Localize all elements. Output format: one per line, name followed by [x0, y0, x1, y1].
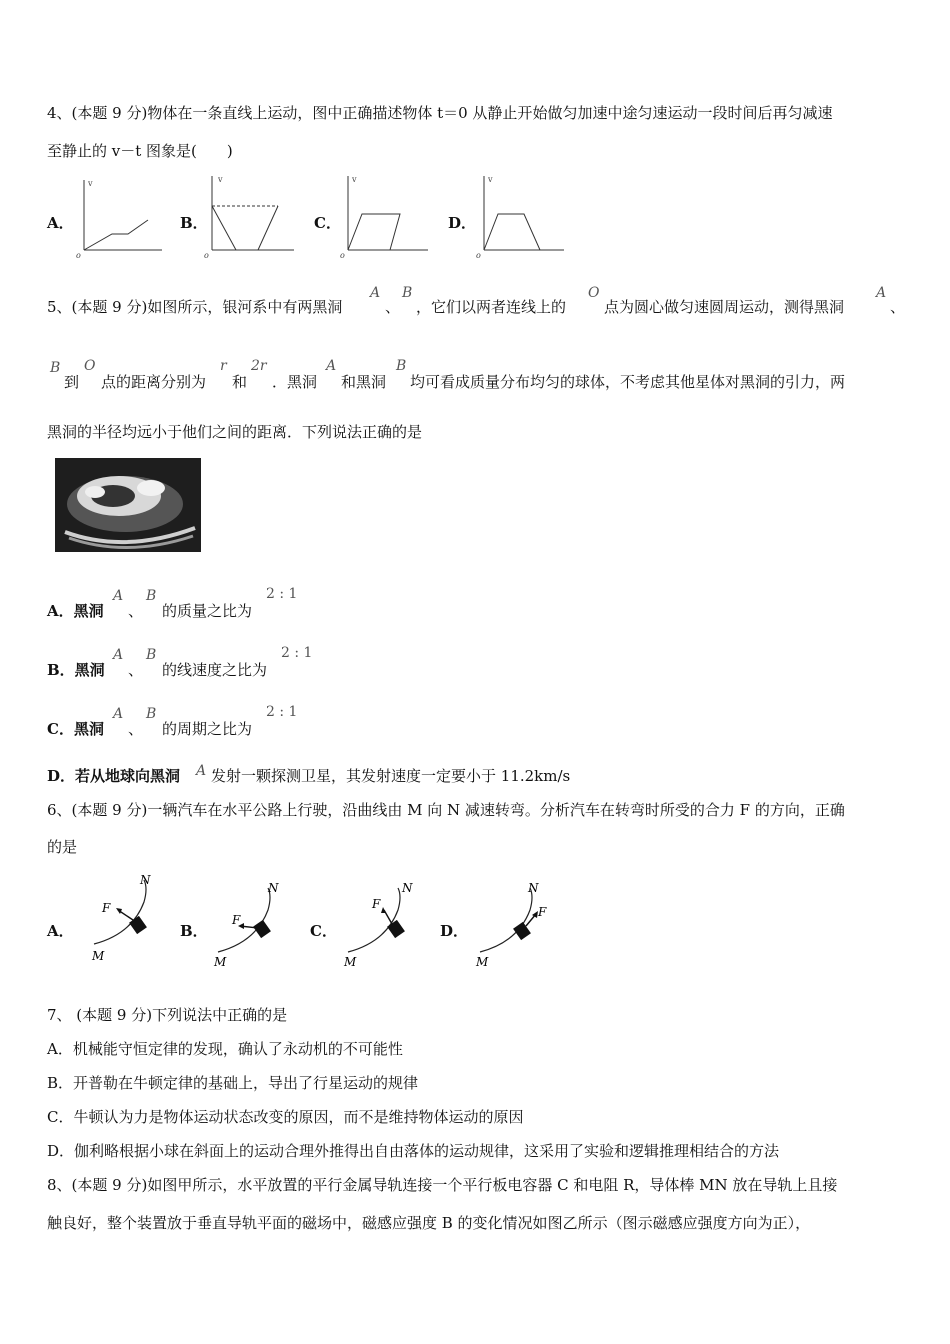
q5-sym-b: B — [402, 285, 413, 301]
q5-option-c-sym-a: A — [113, 706, 124, 722]
q5-stem-1b: ，它们以两者连线上的 — [416, 298, 567, 316]
q5-sym-r: r — [220, 358, 227, 374]
q5-sym-a: A — [370, 285, 381, 301]
q6-option-b[interactable]: B． — [180, 922, 208, 940]
q5-option-b-sym-b: B — [146, 647, 157, 663]
q6-diagram-d-n: N — [528, 881, 539, 895]
q5-option-b-sep: 、 — [128, 661, 144, 679]
q5-option-c-sep: 、 — [128, 720, 144, 738]
q4-option-a[interactable]: A． — [47, 214, 74, 232]
q4-graph-d-o-label: o — [476, 251, 481, 260]
q6-diagram-d — [474, 876, 554, 968]
q6-diagram-b-f: F — [232, 913, 241, 927]
q5-sym-a3: A — [326, 358, 337, 374]
q5-sym-o: O — [588, 285, 600, 301]
q5-option-b-pre[interactable]: B．黑洞 — [47, 661, 105, 679]
q5-option-a-sym-a: A — [113, 588, 124, 604]
q5-option-a-sym-b: B — [146, 588, 157, 604]
q5-option-b-ratio: 2 : 1 — [281, 645, 313, 661]
q6-diagram-a — [88, 872, 168, 964]
q5-sym-o2: O — [84, 358, 96, 374]
q6-stem-line1: 6、(本题 9 分)一辆汽车在水平公路上行驶，沿曲线由 M 向 N 减速转弯。分析汽车在转弯时所受的合力 F 的方向，正确 — [47, 801, 845, 819]
q4-graph-b — [206, 172, 298, 258]
q5-option-a-sep: 、 — [128, 602, 144, 620]
q5-option-a-post: 的质量之比为 — [162, 602, 253, 620]
q4-graph-a — [78, 176, 168, 258]
q5-sep2: 、 — [890, 298, 906, 316]
q6-diagram-b-n: N — [268, 881, 279, 895]
q7-stem: 7、 (本题 9 分)下列说法中正确的是 — [47, 1006, 288, 1024]
q5-option-b-sym-a: A — [113, 647, 124, 663]
q4-graph-b-o-label: o — [204, 251, 209, 260]
q4-graph-a-o-label: o — [76, 251, 81, 260]
q4-graph-c — [342, 172, 432, 258]
q6-diagram-b-m: M — [214, 955, 227, 969]
q8-stem-line2: 触良好，整个装置放于垂直导轨平面的磁场中，磁感应强度 B 的变化情况如图乙所示（图示磁感应强度方向为正）， — [47, 1214, 811, 1232]
q6-option-d[interactable]: D． — [440, 922, 469, 940]
q5-option-a-ratio: 2 : 1 — [266, 586, 298, 602]
q7-option-d[interactable]: D．伽利略根据小球在斜面上的运动合理外推得出自由落体的运动规律，这采用了实验和逻辑推理相结合的方法 — [47, 1142, 780, 1160]
q6-diagram-c-f: F — [372, 897, 381, 911]
q4-graph-d-v-label: v — [488, 175, 493, 184]
q5-option-c-post: 的周期之比为 — [162, 720, 253, 738]
q5-sep: 、 — [385, 298, 401, 316]
q5-option-a-pre[interactable]: A．黑洞 — [47, 602, 104, 620]
q6-diagram-b — [212, 876, 292, 968]
q4-graph-d — [478, 172, 568, 258]
q5-stem-2f: 均可看成质量分布均匀的球体，不考虑其他星体对黑洞的引力，两 — [410, 373, 846, 391]
q4-graph-a-v-label: v — [88, 179, 93, 188]
q6-option-a[interactable]: A． — [47, 922, 74, 940]
q5-option-d-sym-a: A — [196, 763, 207, 779]
q6-option-c[interactable]: C． — [310, 922, 337, 940]
q5-sym-b3: B — [396, 358, 407, 374]
q5-option-d-post: 发射一颗探测卫星，其发射速度一定要小于 11.2km/s — [211, 767, 571, 785]
q4-option-d[interactable]: D． — [448, 214, 477, 232]
q4-graph-b-v-label: v — [218, 175, 223, 184]
q4-stem-line1: 4、(本题 9 分)物体在一条直线上运动，图中正确描述物体 t＝0 从静止开始做匀加速中途匀速运动一段时间后再匀减速 — [47, 104, 833, 122]
q4-graph-c-v-label: v — [352, 175, 357, 184]
q7-option-c[interactable]: C．牛顿认为力是物体运动状态改变的原因，而不是维持物体运动的原因 — [47, 1108, 524, 1126]
q7-option-a[interactable]: A．机械能守恒定律的发现，确认了永动机的不可能性 — [47, 1040, 403, 1058]
q5-stem-1c: 点为圆心做匀速圆周运动，测得黑洞 — [604, 298, 845, 316]
q6-diagram-d-f: F — [538, 905, 547, 919]
q5-option-c-pre[interactable]: C．黑洞 — [47, 720, 104, 738]
q8-stem-line1: 8、(本题 9 分)如图甲所示，水平放置的平行金属导轨连接一个平行板电容器 C 和电阻 R，导体棒 MN 放在导轨上且接 — [47, 1176, 838, 1194]
q5-stem-2b: 点的距离分别为 — [101, 373, 207, 391]
q6-diagram-a-n: N — [140, 873, 151, 887]
q4-graph-c-o-label: o — [340, 251, 345, 260]
q6-diagram-a-f: F — [102, 901, 111, 915]
q5-option-c-ratio: 2 : 1 — [266, 704, 298, 720]
q6-stem-line2: 的是 — [47, 838, 78, 856]
q5-stem-2e: 和黑洞 — [341, 373, 387, 391]
q6-diagram-c — [342, 876, 422, 968]
q6-diagram-a-m: M — [92, 949, 105, 963]
q5-sym-b2: B — [50, 360, 61, 376]
q5-sym-a2: A — [876, 285, 887, 301]
q6-diagram-d-m: M — [476, 955, 489, 969]
q5-option-d-pre[interactable]: D．若从地球向黑洞 — [47, 767, 181, 785]
q5-stem-line3: 黑洞的半径均远小于他们之间的距离．下列说法正确的是 — [47, 423, 423, 441]
q5-stem-1a: 5、(本题 9 分)如图所示，银河系中有两黑洞 — [47, 298, 343, 316]
q6-diagram-c-m: M — [344, 955, 357, 969]
q4-option-c[interactable]: C． — [314, 214, 341, 232]
q5-stem-2d: ．黑洞 — [272, 373, 318, 391]
q6-diagram-c-n: N — [402, 881, 413, 895]
q5-stem-2a: 到 — [64, 373, 80, 391]
q5-sym-2r: 2r — [251, 358, 267, 374]
q4-option-b[interactable]: B． — [180, 214, 208, 232]
q5-option-b-post: 的线速度之比为 — [162, 661, 268, 679]
q4-stem-line2: 至静止的 v－t 图象是( ) — [47, 142, 233, 160]
q7-option-b[interactable]: B．开普勒在牛顿定律的基础上，导出了行星运动的规律 — [47, 1074, 419, 1092]
q5-stem-2c: 和 — [232, 373, 248, 391]
black-hole-photo — [55, 458, 201, 552]
q5-option-c-sym-b: B — [146, 706, 157, 722]
